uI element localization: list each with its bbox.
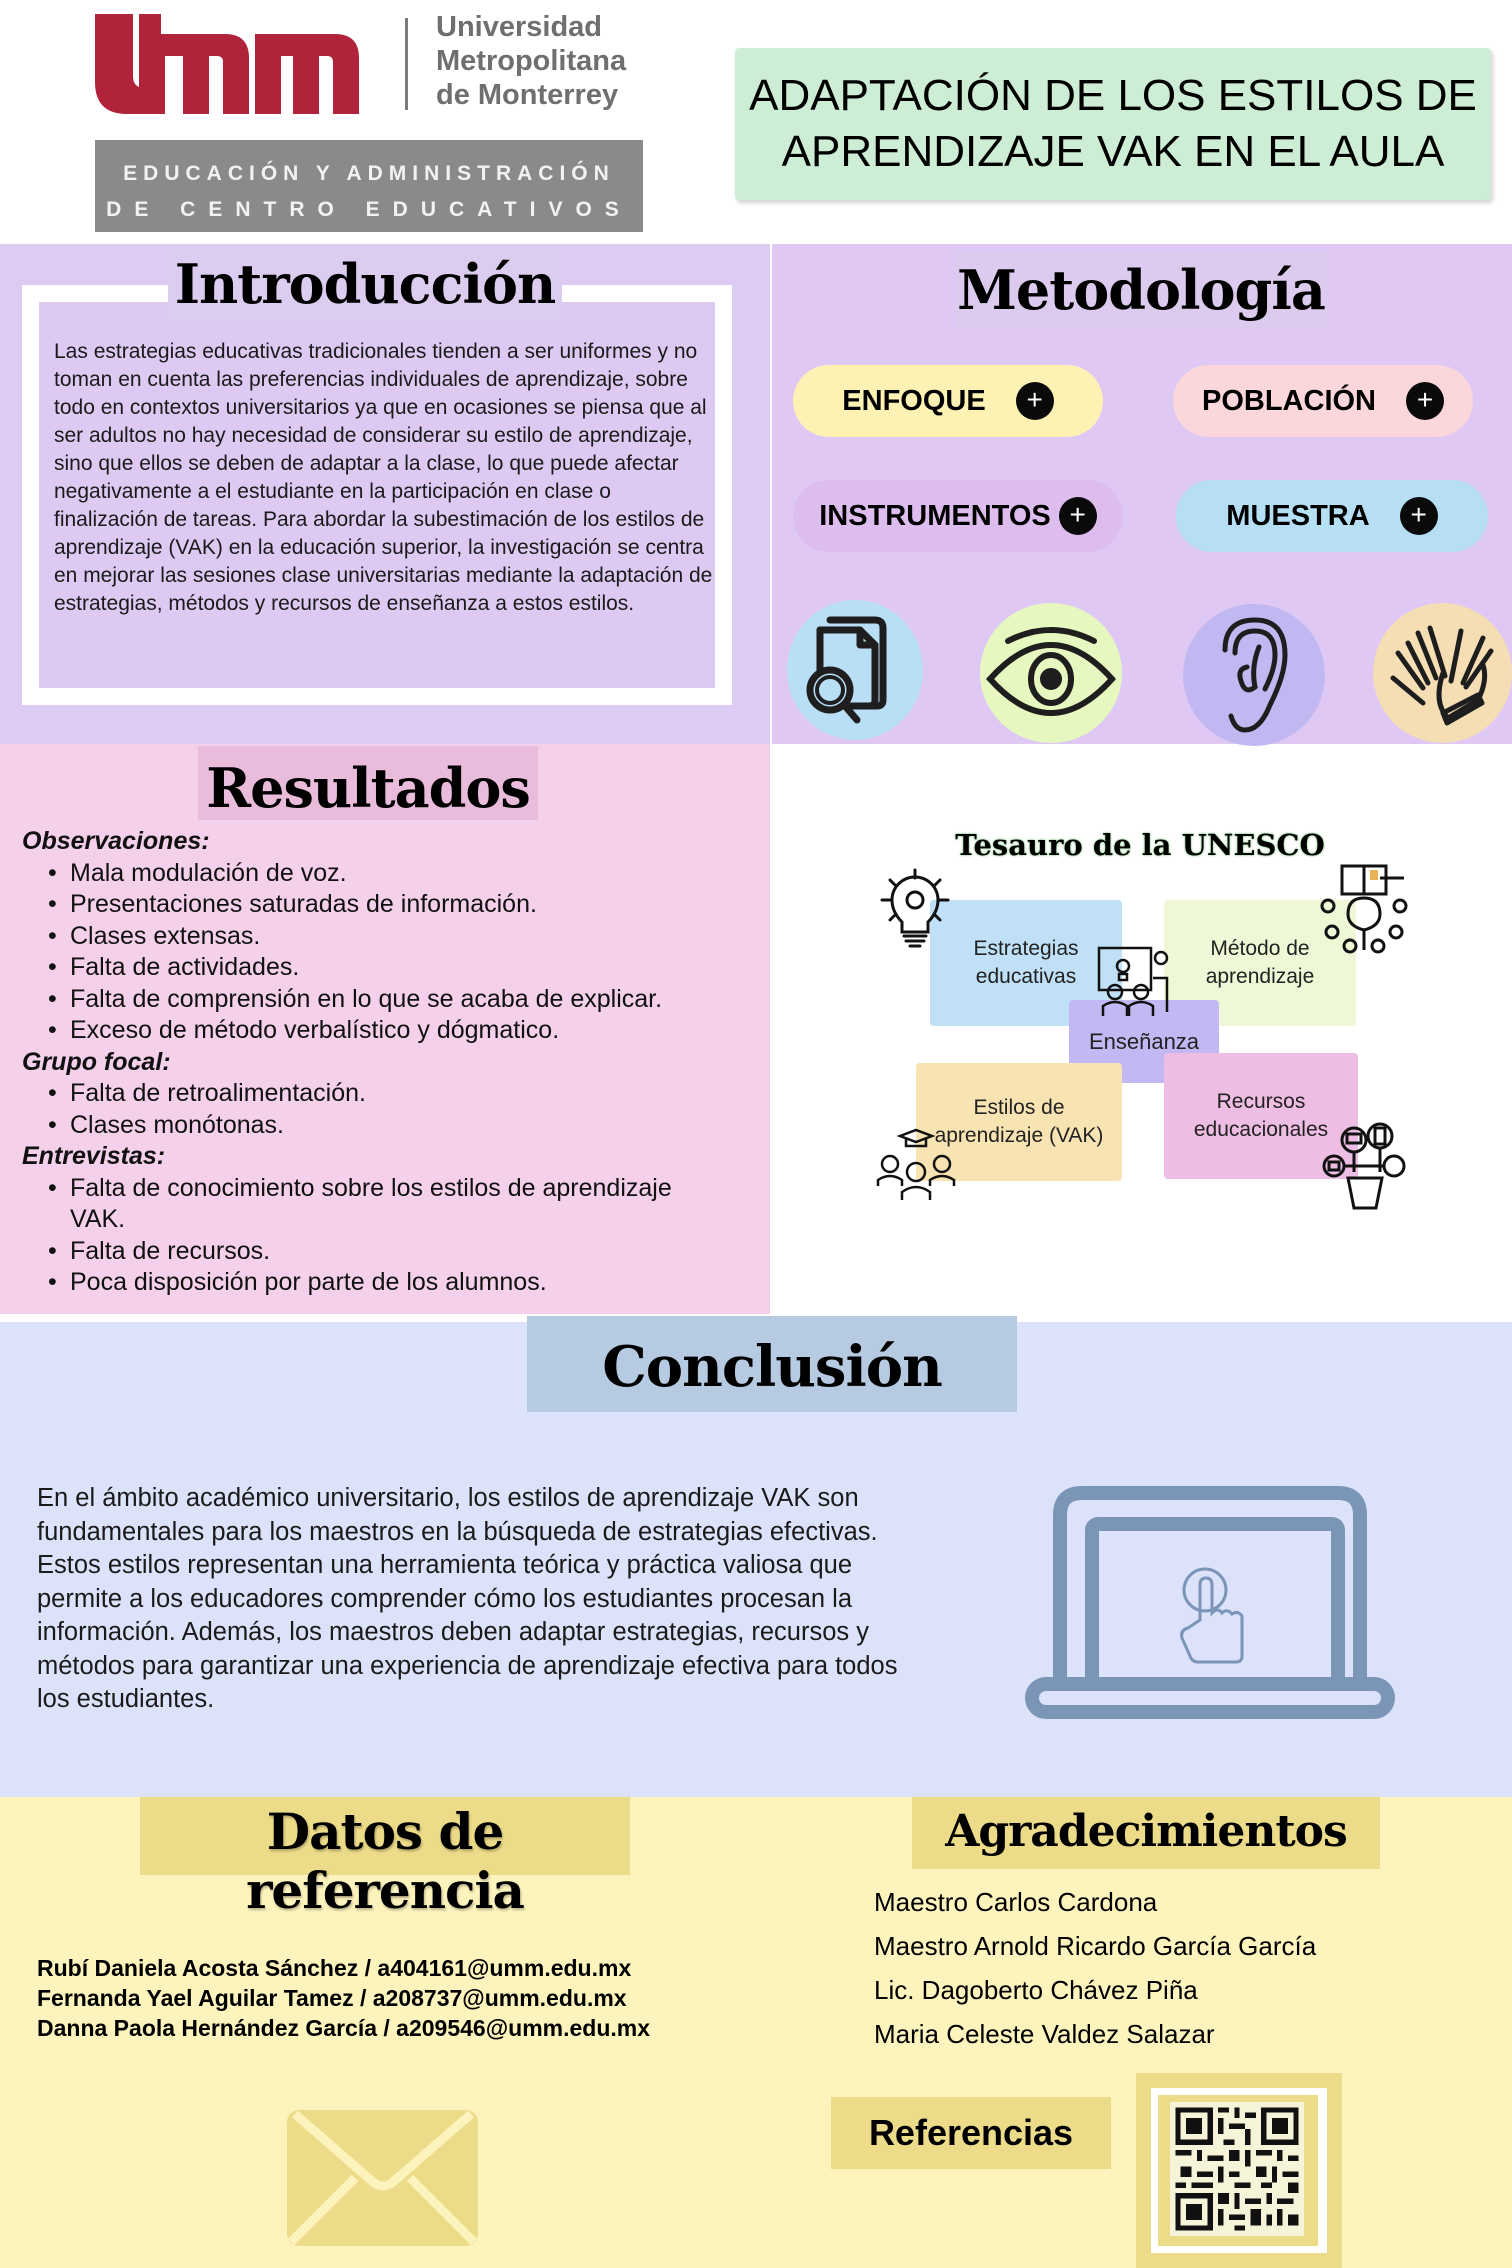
list-item: Maestro Carlos Cardona xyxy=(874,1887,1158,1917)
plus-icon: + xyxy=(1059,497,1097,535)
poster-title: ADAPTACIÓN DE LOS ESTILOS DE APRENDIZAJE VAK EN EL AULA xyxy=(735,48,1491,200)
hands-icon xyxy=(1373,603,1512,743)
grupo-focal-list xyxy=(22,1078,752,1141)
referencias-label: Referencias xyxy=(868,2112,1074,2153)
list-item: • Clases monótonas. xyxy=(48,1110,752,1142)
datos-referencia-title: Datos de referencia xyxy=(246,1802,524,1920)
lightbulb-gear-icon xyxy=(880,866,950,948)
observaciones-label: Observaciones: xyxy=(22,827,210,855)
list-item: Maestro Arnold Ricardo García García xyxy=(874,1931,1317,1961)
enfoque-label: ENFOQUE xyxy=(842,384,986,417)
enfoque-button[interactable] xyxy=(793,365,1103,437)
list-item: • Falta de conocimiento sobre los estilos de aprendizaje VAK. xyxy=(48,1173,702,1236)
diagram-box-ensenanza: Enseñanza xyxy=(1069,1000,1219,1083)
list-item: • Exceso de método verbalístico y dógmatico. xyxy=(48,1015,752,1047)
entrevistas-list xyxy=(22,1173,702,1299)
list-item: • Falta de comprensión en lo que se acaba de explicar. xyxy=(48,984,752,1016)
teacher-whiteboard-icon xyxy=(1095,944,1175,1018)
observaciones-list xyxy=(22,858,752,1047)
laptop-touch-icon xyxy=(1010,1475,1410,1721)
umm-logo-mark xyxy=(95,14,375,114)
contact-line: Rubí Daniela Acosta Sánchez / a404161@umm.edu.mx xyxy=(37,1955,632,1981)
list-item: • Mala modulación de voz. xyxy=(48,858,752,890)
university-name: Universidad Metropolitana de Monterrey xyxy=(436,11,627,111)
program-band: EDUCACIÓN Y ADMINISTRACIÓN DE CENTRO EDUCATIVOS xyxy=(95,140,643,232)
book-network-icon xyxy=(1318,862,1410,954)
instrumentos-button[interactable] xyxy=(793,480,1123,552)
introduccion-text: Las estrategias educativas tradicionales tienden a ser uniformes y no toman en cuenta las preferencias individuales de aprendizaje, sobre todo en contextos universitarios ya que en ocasiones se piensa que al ser adultos no hay necesidad de considerar su estilo de aprendizaje, sino que ellos se deben de adaptar a la clase, lo que puede afectar negativamente a el estudiante en la participación en clase o finalización de tareas. Para abordar la subestimación de los estilos de aprendizaje (VAK) en la educación superior, la investigación se centra en mejorar las sesiones clase universitarias mediante la adaptación de estrategias, métodos y recursos de enseñanza a estos estilos. xyxy=(54,340,713,615)
metodologia-title: Metodología xyxy=(957,258,1325,322)
diagram-box-recursos: Recursos educacionales xyxy=(1164,1053,1358,1179)
students-graduation-icon xyxy=(876,1128,956,1200)
plus-icon: + xyxy=(1400,497,1438,535)
entrevistas-label: Entrevistas: xyxy=(22,1142,166,1170)
instrumentos-label: INSTRUMENTOS xyxy=(819,499,1051,532)
plus-icon: + xyxy=(1016,382,1054,420)
qr-code-icon[interactable] xyxy=(1170,2102,1304,2236)
list-item: • Falta de retroalimentación. xyxy=(48,1078,752,1110)
diagram-box-estrategias: Estrategias educativas xyxy=(930,900,1122,1026)
resultados-title: Resultados xyxy=(206,756,530,820)
grupo-focal-label: Grupo focal: xyxy=(22,1047,171,1076)
contacts-list xyxy=(37,1953,650,2043)
list-item: • Poca disposición por parte de los alumnos. xyxy=(48,1267,702,1299)
list-item: • Presentaciones saturadas de información. xyxy=(48,889,752,921)
contact-line: Fernanda Yael Aguilar Tamez / a208737@umm.edu.mx xyxy=(37,1985,627,2011)
referencias-button[interactable] xyxy=(831,2097,1111,2169)
diagram-box-metodo: Método de aprendizaje xyxy=(1164,900,1356,1026)
muestra-button[interactable] xyxy=(1176,480,1488,552)
agradecimientos-list xyxy=(874,1880,1316,2056)
ear-icon xyxy=(1183,604,1325,746)
conclusion-text: En el ámbito académico universitario, los estilos de aprendizaje VAK son fundamentales para los maestros en la búsqueda de estrategias efectivas. Estos estilos representan una herramienta teórica y práctica valiosa que permite a los educadores comprender cómo los estudiantes procesan la información. Además, los maestros deben adaptar estrategias, recursos y métodos para garantizar una experiencia de aprendizaje efectiva para todos los estudiantes. xyxy=(37,1484,898,1713)
list-item: • Falta de actividades. xyxy=(48,952,752,984)
diagram-box-estilos: Estilos de aprendizaje (VAK) xyxy=(916,1063,1122,1181)
plus-icon: + xyxy=(1406,382,1444,420)
poblacion-button[interactable] xyxy=(1173,365,1473,437)
list-item: • Falta de recursos. xyxy=(48,1236,702,1268)
logo-divider xyxy=(405,18,408,110)
conclusion-title: Conclusión xyxy=(602,1334,942,1400)
agradecimientos-title: Agradecimientos xyxy=(945,1806,1347,1857)
resultados-body xyxy=(22,826,752,1299)
diagram-title: Tesauro de la UNESCO xyxy=(955,828,1325,862)
envelope-icon xyxy=(285,2108,480,2248)
poblacion-label: POBLACIÓN xyxy=(1202,384,1376,417)
resources-devices-icon xyxy=(1322,1122,1406,1210)
contact-line: Danna Paola Hernández García / a209546@umm.edu.mx xyxy=(37,2015,651,2041)
eye-icon xyxy=(980,603,1122,743)
muestra-label: MUESTRA xyxy=(1226,499,1370,532)
list-item: Lic. Dagoberto Chávez Piña xyxy=(874,1975,1198,2005)
introduccion-title: Introducción xyxy=(174,252,556,316)
list-item: • Clases extensas. xyxy=(48,921,752,953)
document-search-icon xyxy=(787,600,923,740)
list-item: Maria Celeste Valdez Salazar xyxy=(874,2019,1215,2049)
